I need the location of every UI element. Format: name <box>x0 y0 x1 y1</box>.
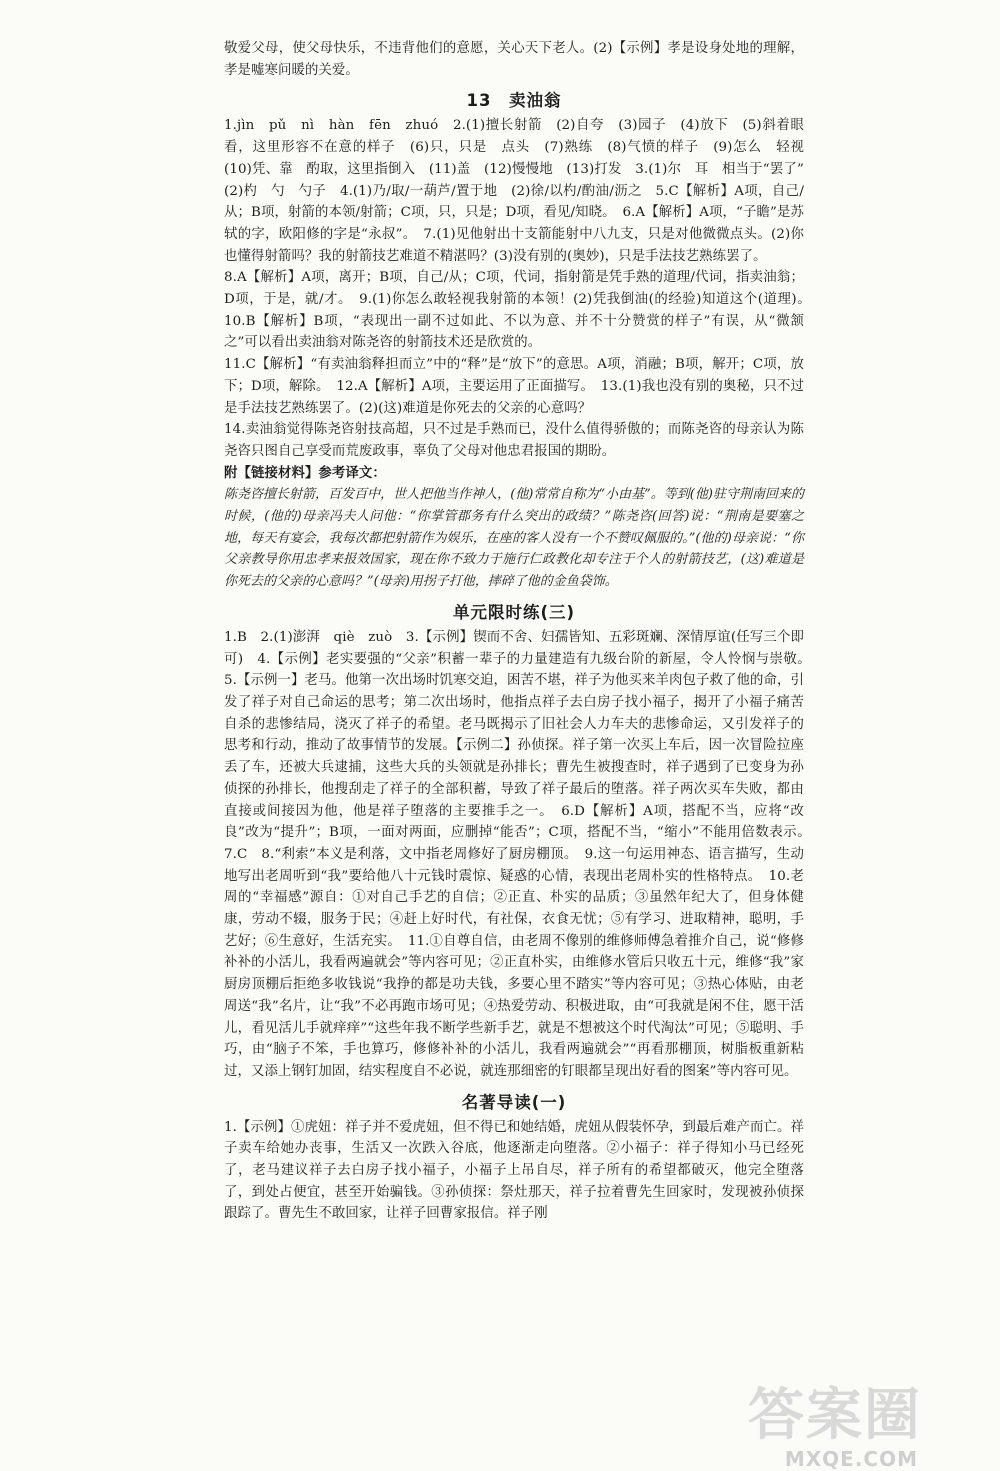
reference-translation: 陈尧咨擅长射箭，百发百中，世人把他当作神人，(他)常常自称为“小由基”。等到(他)驻守荆南回来的时候，(他的)母亲冯夫人问他：“你掌管郡务有什么突出的政绩？”陈尧咨(回答)说：“荆南是要塞之地，每天有宴会，我每次都把射箭作为娱乐，在座的客人没有一个不赞叹佩服的。”(他的)母亲说：“你父亲教导你用忠孝来报效国家，现在你不致力于施行仁政教化却专注于个人的射箭技艺，(这)难道是你死去的父亲的心意吗？”(母亲)用拐子打他，摔碎了他的金鱼袋饰。 <box>224 487 804 590</box>
unit-3-paragraph: 1.B 2.(1)澎湃 qiè zuò 3.【示例】锲而不舍、妇孺皆知、五彩斑斓、深情厚谊(任写三个即可) 4.【示例】老实要强的“父亲”积蓄一辈子的力量建造有九级台阶的新屋，令人怜悯与崇敬。 5.【示例一】老马。他第一次出场时饥寒交迫，困苦不堪，祥子为他买来羊肉包子救了他的命，引发了祥子对自己命运的思考；第二次出场时，他指点祥子去白房子找小福子，揭开了小福子痛苦自杀的悲惨结局，浇灭了祥子的希望。老马既揭示了旧社会人力车夫的悲惨命运，又引发祥子的思考和行动，推动了故事情节的发展。【示例二】孙侦探。祥子第一次买上车后，因一次冒险拉座丢了车，还被大兵逮捕，这些大兵的头领就是孙排长；曹先生被搜查时，祥子遇到了已变身为孙侦探的孙排长，他搜刮走了祥子的全部积蓄，导致了祥子最后的堕落。祥子两次买车失败，都由直接或间接因为他，他是祥子堕落的主要推手之一。 6.D【解析】A项，搭配不当，应将“改良”改为“提升”；B项，一面对两面，应删掉“能否”；C项，搭配不当，“缩小”不能用倍数表示。 7.C 8.“利索”本义是利落，文中指老周修好了厨房棚顶。 9.这一句运用神态、语言描写，生动地写出老周听到“我”要给他八十元钱时震惊、疑惑的心情，表现出老周朴实的性格特点。 10.老周的“幸福感”源自：①对自己手艺的自信；②正直、朴实的品质；③虽然年纪大了，但身体健康，劳动不辍，服务于民；④赶上好时代，有社保，衣食无忧；⑤有学习、进取精神，聪明，手艺好；⑥生意好，生活充实。 11.①自尊自信，由老周不像别的维修师傅急着推介自己，说“修修补补的小活儿，我看两遍就会”等内容可见；②正直朴实，由维修水管后只收五十元，维修“我”家厨房顶棚后拒绝多收钱说“我挣的都是功夫钱，多要心里不踏实”等内容可见；③热心体贴，由老周送“我”名片，让“我”不必再跑市场可见；④热爱劳动、积极进取，由“可我就是闲不住，愿干活儿，看见活儿手就痒痒”“这些年我不断学些新手艺，就是不想被这个时代淘汰”可见；⑤聪明、手巧，由“脑子不笨，手也算巧，修修补补的小活儿，我看两遍就会”“再看那棚顶，树脂板重新粘过，又添上钢钉加固，结实程度自不必说，就连那细密的钉眼都呈现出好看的图案”等内容可见。 <box>224 629 818 1079</box>
attachment-label: 附【链接材料】参考译文： <box>224 464 386 481</box>
section-13-paragraph-4: 14.卖油翁觉得陈尧咨射技高超，只不过是手熟而已，没什么值得骄傲的；而陈尧咨的母亲认为陈尧咨只图自己享受而荒废政事，辜负了父母对他忠君报国的期盼。 <box>224 422 804 459</box>
unit-3-title: 单元限时练(三) <box>452 602 576 622</box>
section-13-title: 13 卖油翁 <box>466 91 562 111</box>
intro-paragraph: 敬爱父母，使父母快乐，不违背他们的意愿，关心天下老人。(2)【示例】孝是设身处地的理解，孝是嘘寒问暖的关爱。 <box>224 41 804 78</box>
watermark-logo: 答案圈 <box>748 1383 922 1448</box>
guide-1-title: 名著导读(一) <box>461 1092 567 1112</box>
watermark-site: MXQE.COM <box>784 1447 918 1471</box>
section-13-paragraph-1: 1.jìn pǔ nì hàn fēn zhuó 2.(1)擅长射箭 (2)自夸 (3)园子 (4)放下 (5)斜着眼看，这里形容不在意的样子 (6)只，只是 点头 (7)熟练 (8)气愤的样子 (9)怎么 轻视 (10)凭、靠 酌取，这里指倒入 (11)盖 (12)慢慢地 (13)打发 3.(1)尔 耳 相当于“罢了” (2)杓 勺 勺子 4.(1)乃/取/一葫芦/置于地 (2)徐/以杓/酌油/沥之 5.C【解析】A项，自己/从；B项，射箭的本领/射箭；C项，只，只是；D项，看见/知晓。 6.A【解析】A项，“子瞻”是苏轼的字，欧阳修的字是“永叔”。 7.(1)见他射出十支箭能射中八九支，只是对他微微点头。(2)你也懂得射箭吗？我的射箭技艺难道不精湛吗？(3)没有别的(奥妙)，只是手法技艺熟练罢了。 <box>224 118 818 264</box>
section-13-paragraph-2: 8.A【解析】A项，离开；B项，自己/从；C项，代词，指射箭是凭手熟的道理/代词，指卖油翁；D项，于是，就/才。 9.(1)你怎么敢轻视我射箭的本领！(2)凭我倒油(的经验)知道这个(道理)。 10.B【解析】B项，“表现出一副不过如此、不以为意、并不十分赞赏的样子”有误，从“微颔之”可以看出卖油翁对陈尧咨的射箭技术还是欣赏的。 <box>224 270 818 351</box>
answer-page <box>224 38 818 1225</box>
section-13-paragraph-3: 11.C【解析】“有卖油翁释担而立”中的“释”是“放下”的意思。A项，消融；B项，解开；C项，放下；D项，解除。 12.A【解析】A项，主要运用了正面描写。 13.(1)我也没有别的奥秘，只不过是手法技艺熟练罢了。(2)(这)难道是你死去的父亲的心意吗？ <box>224 357 804 416</box>
guide-1-paragraph: 1.【示例】①虎妞：祥子并不爱虎妞，但不得已和她结婚，虎妞从假装怀孕，到最后难产而亡。祥子卖车给她办丧事，生活又一次跌入谷底，他逐渐走向堕落。②小福子：祥子得知小马已经死了，老马建议祥子去白房子找小福子，小福子上吊自尽，祥子所有的希望都破灭，他完全堕落了，到处占便宜，甚至开始骗钱。③孙侦探：祭灶那天，祥子拉着曹先生回家时，发现被孙侦探跟踪了。曹先生不敢回家，让祥子回曹家报信。祥子刚 <box>224 1119 804 1222</box>
